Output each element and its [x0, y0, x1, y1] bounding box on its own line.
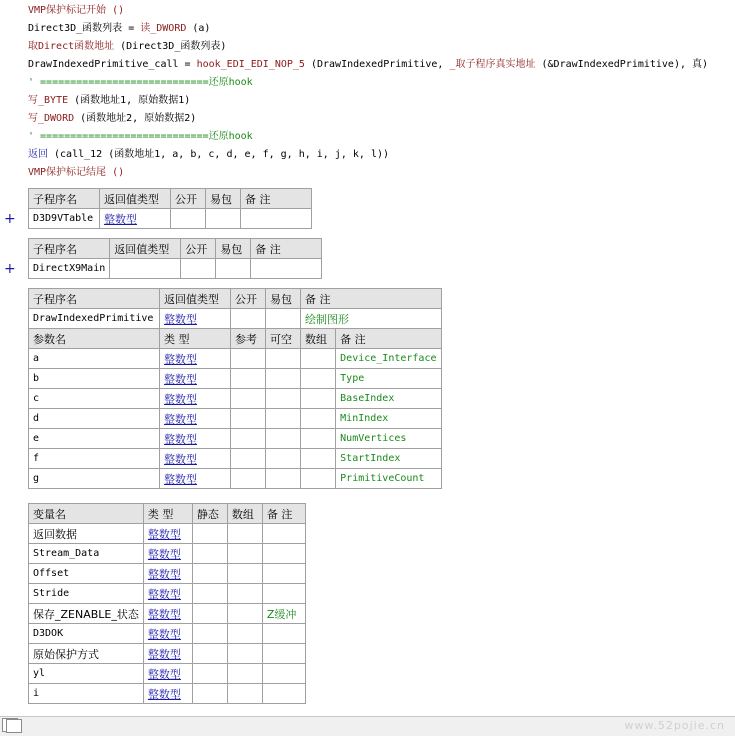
code-line-vmp-start[interactable]: VMP保护标记开始 () — [28, 5, 125, 16]
param-note-cell[interactable]: BaseIndex — [336, 389, 442, 409]
table-row[interactable] — [29, 684, 306, 704]
easy-package-cell[interactable] — [206, 209, 241, 229]
var-type-cell[interactable]: 整数型 — [143, 604, 192, 624]
param-note-cell[interactable]: PrimitiveCount — [336, 469, 442, 489]
array-cell[interactable] — [227, 544, 262, 564]
table-row[interactable] — [29, 564, 306, 584]
var-type-cell[interactable]: 整数型 — [143, 584, 192, 604]
code-token: (&DrawIndexedPrimitive), 真) — [535, 59, 709, 70]
static-cell[interactable] — [192, 604, 227, 624]
array-cell[interactable] — [227, 524, 262, 544]
table-row[interactable] — [29, 369, 442, 389]
table-row[interactable] — [29, 524, 306, 544]
header-cell: 易包 — [266, 289, 301, 309]
nullable-cell[interactable] — [266, 429, 301, 449]
ref-cell[interactable] — [231, 469, 266, 489]
table-row[interactable] — [29, 409, 442, 429]
watermark-text: www.52pojie.cn — [624, 719, 725, 732]
var-note-cell[interactable] — [262, 564, 305, 584]
code-line-vmp-end[interactable]: VMP保护标记结尾 () — [28, 167, 125, 178]
var-note-cell[interactable] — [262, 664, 305, 684]
var-note-cell[interactable] — [262, 644, 305, 664]
code-token: (函数地址2, 原始数据2) — [74, 113, 197, 124]
static-cell[interactable] — [192, 664, 227, 684]
variables-table — [28, 503, 306, 704]
code-token: hook_EDI_EDI_NOP_5 — [196, 59, 305, 70]
header-cell: 备 注 — [251, 239, 322, 259]
ref-cell[interactable] — [231, 349, 266, 369]
code-line-return[interactable] — [28, 147, 389, 163]
ref-cell[interactable] — [231, 449, 266, 469]
header-cell: 参数名 — [29, 329, 160, 349]
header-cell: 易包 — [206, 189, 241, 209]
nullable-cell[interactable] — [266, 449, 301, 469]
table-row[interactable] — [29, 604, 306, 624]
table-row[interactable] — [29, 544, 306, 564]
return-type-cell[interactable]: 整数型 — [160, 309, 231, 329]
subroutine-table-drawindexedprimitive — [28, 288, 442, 489]
var-name-cell[interactable]: i — [29, 684, 144, 704]
code-line-write-byte[interactable] — [28, 93, 190, 109]
public-cell[interactable] — [181, 259, 216, 279]
header-cell: 备 注 — [336, 329, 442, 349]
var-note-cell[interactable] — [262, 524, 305, 544]
subroutine-name-cell[interactable]: DirectX9Main — [29, 259, 110, 279]
code-token: 写_DWORD — [28, 113, 75, 124]
code-token: (call_12 (函数地址1, a, b, c, d, e, f, g, h, i, j, k, l)) — [48, 149, 390, 160]
ref-cell[interactable] — [231, 409, 266, 429]
array-cell[interactable] — [227, 564, 262, 584]
subroutine-table-directx9main — [28, 238, 322, 279]
param-name-cell[interactable]: d — [29, 409, 160, 429]
param-type-cell[interactable]: 整数型 — [160, 409, 231, 429]
nullable-cell[interactable] — [266, 369, 301, 389]
array-cell[interactable] — [227, 584, 262, 604]
static-cell[interactable] — [192, 644, 227, 664]
public-cell[interactable] — [171, 209, 206, 229]
param-note-cell[interactable]: Device_Interface — [336, 349, 442, 369]
var-name-cell[interactable]: 原始保护方式 — [29, 644, 144, 664]
param-note-cell[interactable]: MinIndex — [336, 409, 442, 429]
nullable-cell[interactable] — [266, 469, 301, 489]
param-type-cell[interactable]: 整数型 — [160, 469, 231, 489]
param-note-cell[interactable]: NumVertices — [336, 429, 442, 449]
code-token: 返回 — [28, 149, 48, 160]
ref-cell[interactable] — [231, 369, 266, 389]
array-cell[interactable] — [227, 664, 262, 684]
subroutine-table-d3d9vtable — [28, 188, 312, 229]
return-type-cell[interactable]: 整数型 — [100, 209, 171, 229]
expand-plus-icon[interactable]: + — [4, 211, 16, 227]
var-name-cell[interactable]: Stream_Data — [29, 544, 144, 564]
code-token: (a) — [186, 23, 211, 34]
param-note-cell[interactable]: Type — [336, 369, 442, 389]
code-line-write-dword[interactable] — [28, 111, 196, 127]
table-row[interactable] — [29, 664, 306, 684]
code-line-comment[interactable]: ' ============================还原hook — [28, 131, 253, 142]
static-cell[interactable] — [192, 584, 227, 604]
var-name-cell[interactable]: Offset — [29, 564, 144, 584]
header-cell: 公开 — [181, 239, 216, 259]
var-type-cell[interactable]: 整数型 — [143, 664, 192, 684]
param-type-cell[interactable]: 整数型 — [160, 449, 231, 469]
array-cell[interactable] — [301, 469, 336, 489]
note-cell[interactable] — [241, 209, 312, 229]
nullable-cell[interactable] — [266, 409, 301, 429]
array-cell[interactable] — [227, 644, 262, 664]
table-row[interactable] — [29, 449, 442, 469]
code-line-comment[interactable]: ' ============================还原hook — [28, 77, 253, 88]
param-name-cell[interactable]: f — [29, 449, 160, 469]
var-name-cell[interactable]: yl — [29, 664, 144, 684]
code-token: 读_DWORD — [140, 23, 187, 34]
note-cell[interactable] — [251, 259, 322, 279]
header-cell: 参考 — [231, 329, 266, 349]
table-row[interactable] — [29, 644, 306, 664]
param-name-cell[interactable]: a — [29, 349, 160, 369]
table-row[interactable] — [29, 389, 442, 409]
array-cell[interactable] — [301, 409, 336, 429]
table-row[interactable] — [29, 429, 442, 449]
code-line-hook-call[interactable] — [28, 57, 708, 73]
var-note-cell[interactable]: Z缓冲 — [262, 604, 305, 624]
header-cell: 返回值类型 — [160, 289, 231, 309]
header-cell: 易包 — [216, 239, 251, 259]
header-cell: 子程序名 — [29, 189, 100, 209]
nullable-cell[interactable] — [266, 389, 301, 409]
subroutine-name-cell[interactable]: DrawIndexedPrimitive — [29, 309, 160, 329]
header-cell: 可空 — [266, 329, 301, 349]
header-cell: 子程序名 — [29, 289, 160, 309]
code-token: (Direct3D_函数列表) — [114, 41, 227, 52]
nullable-cell[interactable] — [266, 349, 301, 369]
param-name-cell[interactable]: g — [29, 469, 160, 489]
var-note-cell[interactable] — [262, 624, 305, 644]
easy-package-cell[interactable] — [216, 259, 251, 279]
header-cell: 子程序名 — [29, 239, 110, 259]
easy-package-cell[interactable] — [266, 309, 301, 329]
param-type-cell[interactable]: 整数型 — [160, 429, 231, 449]
header-cell: 类 型 — [160, 329, 231, 349]
param-note-cell[interactable]: StartIndex — [336, 449, 442, 469]
table-row[interactable] — [29, 349, 442, 369]
var-note-cell[interactable] — [262, 684, 305, 704]
code-token: 取Direct函数地址 — [28, 41, 115, 52]
static-cell[interactable] — [192, 564, 227, 584]
param-name-cell[interactable]: c — [29, 389, 160, 409]
table-row[interactable] — [29, 584, 306, 604]
var-name-cell[interactable]: 保存_ZENABLE_状态 — [29, 604, 144, 624]
array-cell[interactable] — [301, 389, 336, 409]
array-cell[interactable] — [301, 349, 336, 369]
param-type-cell[interactable]: 整数型 — [160, 389, 231, 409]
table-row[interactable] — [29, 469, 442, 489]
array-cell[interactable] — [227, 604, 262, 624]
array-cell[interactable] — [301, 369, 336, 389]
note-cell[interactable]: 绘制图形 — [301, 309, 442, 329]
var-note-cell[interactable] — [262, 584, 305, 604]
static-cell[interactable] — [192, 684, 227, 704]
var-note-cell[interactable] — [262, 544, 305, 564]
param-type-cell[interactable]: 整数型 — [160, 369, 231, 389]
var-name-cell[interactable]: Stride — [29, 584, 144, 604]
header-cell: 类 型 — [143, 504, 192, 524]
var-type-cell[interactable]: 整数型 — [143, 624, 192, 644]
ref-cell[interactable] — [231, 389, 266, 409]
var-type-cell[interactable]: 整数型 — [143, 544, 192, 564]
var-type-cell[interactable]: 整数型 — [143, 564, 192, 584]
header-cell: 返回值类型 — [100, 189, 171, 209]
ref-cell[interactable] — [231, 429, 266, 449]
code-token: 写_BYTE — [28, 95, 69, 106]
scroll-thumb[interactable] — [6, 719, 22, 733]
header-cell: 数组 — [301, 329, 336, 349]
array-cell[interactable] — [227, 624, 262, 644]
array-cell[interactable] — [301, 449, 336, 469]
var-type-cell[interactable]: 整数型 — [143, 524, 192, 544]
var-type-cell[interactable]: 整数型 — [143, 644, 192, 664]
expand-plus-icon[interactable]: + — [4, 261, 16, 277]
header-cell: 静态 — [192, 504, 227, 524]
array-cell[interactable] — [227, 684, 262, 704]
public-cell[interactable] — [231, 309, 266, 329]
code-token: Direct3D_函数列表 = — [28, 23, 141, 34]
subroutine-name-cell[interactable]: D3D9VTable — [29, 209, 100, 229]
table-row[interactable] — [29, 624, 306, 644]
header-cell: 备 注 — [262, 504, 305, 524]
code-token: DrawIndexedPrimitive_call = — [28, 59, 197, 70]
var-type-cell[interactable]: 整数型 — [143, 684, 192, 704]
static-cell[interactable] — [192, 544, 227, 564]
code-token: (函数地址1, 原始数据1) — [68, 95, 191, 106]
code-line-get-direct-address[interactable] — [28, 39, 226, 55]
param-name-cell[interactable]: b — [29, 369, 160, 389]
var-name-cell[interactable]: D3DOK — [29, 624, 144, 644]
return-type-cell[interactable] — [110, 259, 181, 279]
header-cell: 变量名 — [29, 504, 144, 524]
code-token: _取子程序真实地址 — [449, 59, 536, 70]
param-name-cell[interactable]: e — [29, 429, 160, 449]
header-cell: 公开 — [171, 189, 206, 209]
code-line-function-list[interactable] — [28, 21, 210, 37]
static-cell[interactable] — [192, 524, 227, 544]
var-name-cell[interactable]: 返回数据 — [29, 524, 144, 544]
header-cell: 备 注 — [241, 189, 312, 209]
static-cell[interactable] — [192, 624, 227, 644]
header-cell: 公开 — [231, 289, 266, 309]
header-cell: 备 注 — [301, 289, 442, 309]
header-cell: 返回值类型 — [110, 239, 181, 259]
header-cell: 数组 — [227, 504, 262, 524]
array-cell[interactable] — [301, 429, 336, 449]
code-token: (DrawIndexedPrimitive, — [304, 59, 450, 70]
param-type-cell[interactable]: 整数型 — [160, 349, 231, 369]
